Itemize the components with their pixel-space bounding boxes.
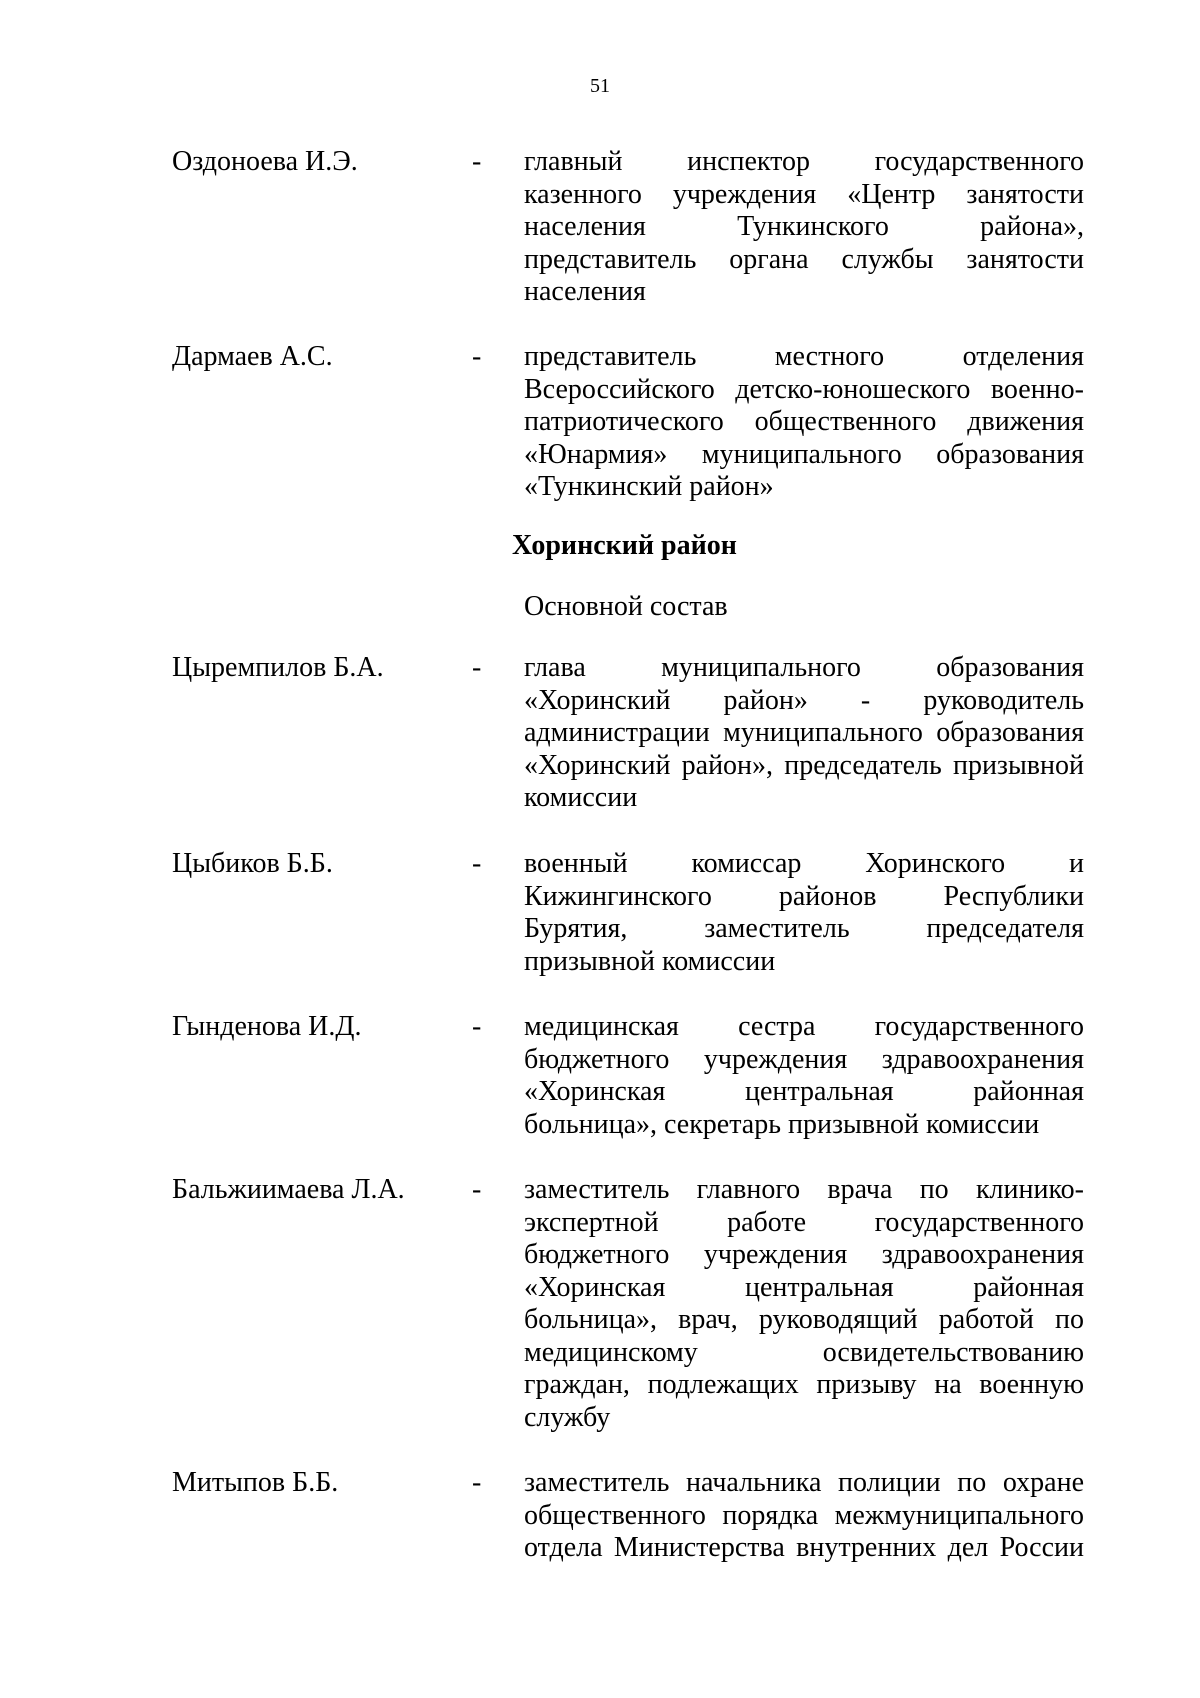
section-subtitle: Основной состав	[524, 591, 728, 622]
description-line: казенного учреждения «Центр занятости	[524, 178, 1084, 210]
description-line: представитель местного отделения	[524, 341, 1084, 372]
description-line: «Тункинский район»	[524, 471, 774, 502]
member-name: Оздоноева И.Э.	[172, 146, 358, 177]
separator-dash: -	[472, 1174, 482, 1205]
member-name: Гынденова И.Д.	[172, 1011, 362, 1042]
description-line: службу	[524, 1401, 611, 1433]
member-description	[524, 848, 1084, 978]
description-line: главный инспектор государственного	[524, 146, 1084, 177]
description-line: «Юнармия» муниципального образования	[524, 438, 1084, 470]
description-line: представитель органа службы занятости	[524, 243, 1084, 275]
member-name: Цыбиков Б.Б.	[172, 848, 333, 879]
description-line: больница», врач, руководящий работой по	[524, 1304, 1084, 1335]
description-line: заместитель главного врача по клинико-	[524, 1174, 1084, 1205]
description-line: Бурятия, заместитель председателя	[524, 913, 1084, 944]
description-line: медицинскому освидетельствованию	[524, 1336, 1084, 1368]
description-line: населения	[524, 276, 646, 307]
description-line: отдела Министерства внутренних дел России	[524, 1532, 1084, 1563]
member-name: Дармаев А.С.	[172, 341, 333, 372]
member-name: Бальжиимаева Л.А.	[172, 1174, 405, 1205]
description-line: бюджетного учреждения здравоохранения	[524, 1239, 1084, 1270]
member-name: Цыремпилов Б.А.	[172, 652, 384, 683]
description-line: Всероссийского детско-юношеского военно-	[524, 373, 1084, 405]
description-line: общественного порядка межмуниципального	[524, 1499, 1084, 1531]
member-description	[524, 1011, 1084, 1141]
member-description	[524, 652, 1084, 815]
member-description	[524, 1467, 1084, 1565]
member-description	[524, 341, 1084, 504]
separator-dash: -	[472, 1011, 482, 1042]
member-name: Митыпов Б.Б.	[172, 1467, 339, 1498]
page-number: 51	[590, 75, 610, 97]
separator-dash: -	[472, 341, 482, 372]
description-line: населения Тункинского района»,	[524, 211, 1084, 242]
description-line: «Хоринский район» - руководитель	[524, 684, 1084, 716]
member-description	[524, 1174, 1084, 1434]
description-line: граждан, подлежащих призыву на военную	[524, 1369, 1084, 1400]
description-line: Кижингинского районов Республики	[524, 880, 1084, 912]
description-line: призывной комиссии	[524, 945, 776, 977]
member-description	[524, 146, 1084, 309]
description-line: медицинская сестра государственного	[524, 1011, 1084, 1042]
description-line: больница», секретарь призывной комиссии	[524, 1108, 1040, 1140]
description-line: бюджетного учреждения здравоохранения	[524, 1043, 1084, 1075]
description-line: экспертной работе государственного	[524, 1206, 1084, 1238]
description-line: комиссии	[524, 782, 638, 813]
description-line: патриотического общественного движения	[524, 406, 1084, 437]
separator-dash: -	[472, 652, 482, 683]
description-line: «Хоринская центральная районная	[524, 1076, 1084, 1107]
description-line: администрации муниципального образования	[524, 717, 1084, 748]
description-line: «Хоринская центральная районная	[524, 1271, 1084, 1303]
separator-dash: -	[472, 146, 482, 177]
separator-dash: -	[472, 1467, 482, 1498]
separator-dash: -	[472, 848, 482, 879]
section-title: Хоринский район	[512, 530, 737, 561]
description-line: глава муниципального образования	[524, 652, 1084, 683]
description-line: военный комиссар Хоринского и	[524, 848, 1084, 879]
description-line: заместитель начальника полиции по охране	[524, 1467, 1084, 1498]
description-line: «Хоринский район», председатель призывной	[524, 749, 1084, 781]
